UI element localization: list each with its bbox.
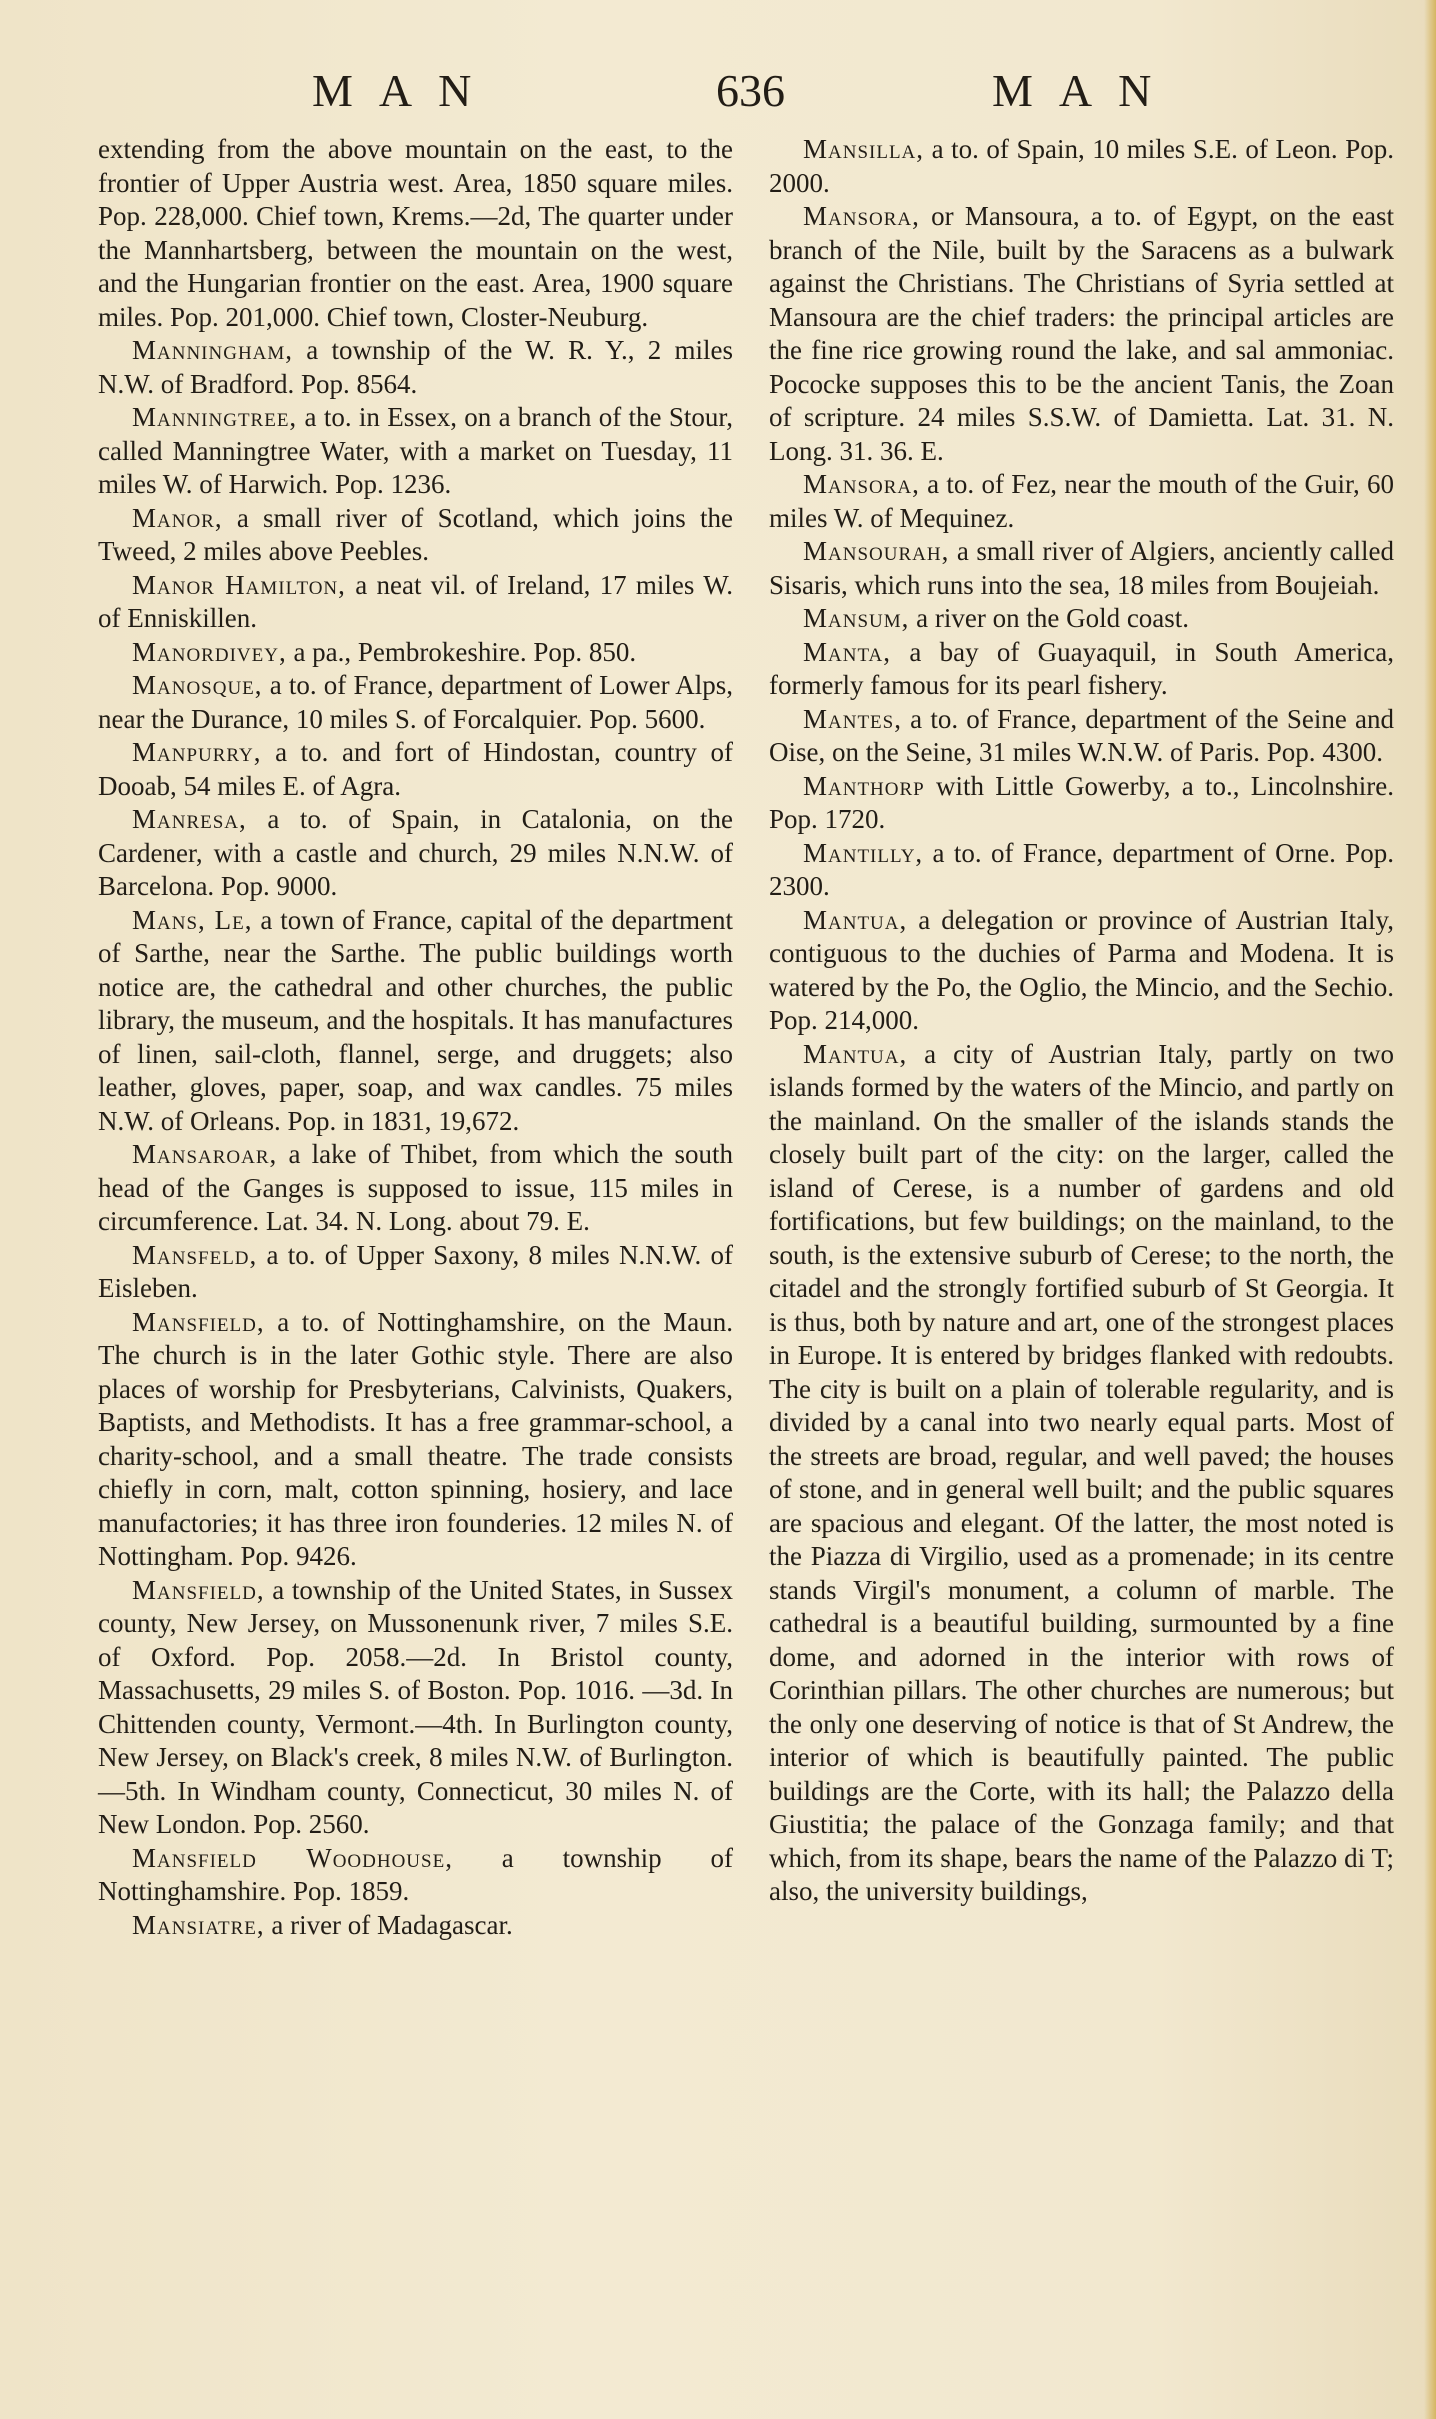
gazetteer-entry — [769, 200, 1394, 468]
entry-headword: Mansfield, — [132, 1306, 265, 1337]
entry-text: a township of the United States, in Sussex county, New Jersey, on Mussonenunk river, 7 miles S.E. of Oxford. Pop. 2058.—2d. In Bristol county, Massachusetts, 29 miles S. of Boston. Pop. 1016. —3d. In Chittenden county, Vermont.—4th. In Burlington county, New Jersey, on Black's creek, 8 miles N.W. of Burlington. —5th. In Windham county, Connecticut, 30 miles N. of New London. Pop. 2560. — [98, 1574, 733, 1839]
gazetteer-entry — [98, 636, 733, 670]
header-right-guide-word: MAN — [992, 65, 1178, 116]
entry-headword: Mantes, — [803, 703, 902, 734]
entry-headword: Manningtree, — [132, 402, 298, 432]
entry-text: a to. of Nottinghamshire, on the Maun. The church is in the later Gothic style. There are also places of worship for Presbyterians, Calvinists, Quakers, Baptists, and Methodists. It has a free grammar-school, a charity-school, and a small theatre. The trade consists chiefly in corn, malt, cotton spinning, hosiery, and lace manufactories; it has three iron founderies. 12 miles N. of Nottingham. Pop. 9426. — [98, 1306, 733, 1571]
entry-headword: Mansilla, — [803, 134, 925, 164]
right-column — [769, 133, 1394, 1909]
entry-text: extending from the above mountain on the east, to the frontier of Upper Austria west. Area, 1850 square miles. Pop. 228,000. Chief town, Krems.—2d, The quarter under the Mannhartsberg, between the mountain on the west, and the Hungarian frontier on the east. Area, 1900 square miles. Pop. 201,000. Chief town, Closter-Neuburg. — [98, 134, 733, 332]
entry-headword: Mansourah, — [803, 536, 950, 566]
entry-text: a to. in Essex, on a branch of the Stour, called Manningtree Water, with a market on Tuesday, 11 miles W. of Harwich. Pop. 1236. — [98, 402, 733, 499]
entry-text: a to. of France, department of Orne. Pop. 2300. — [769, 837, 1394, 901]
entry-text: a delegation or province of Austrian Italy, contiguous to the duchies of Parma and Modena. It is watered by the Po, the Oglio, the Mincio, and the Sechio. Pop. 214,000. — [769, 904, 1394, 1035]
gazetteer-entry — [769, 1038, 1394, 1909]
header-left-guide-word: MAN — [312, 65, 498, 116]
entry-headword: Mansum, — [803, 603, 910, 633]
entry-text: a river of Madagascar. — [264, 1909, 513, 1940]
gazetteer-entry — [98, 133, 733, 334]
gazetteer-entry — [769, 468, 1394, 535]
entry-text: a lake of Thibet, from which the south head of the Ganges is supposed to issue, 115 miles in circumference. Lat. 34. N. Long. about 79. E. — [98, 1139, 733, 1236]
gazetteer-entry — [98, 1842, 733, 1909]
gazetteer-entry — [769, 770, 1394, 837]
gazetteer-entry — [769, 636, 1394, 703]
gilt-page-edge — [1424, 0, 1436, 2419]
left-column — [98, 133, 733, 1942]
entry-headword: Mansfeld, — [132, 1239, 258, 1270]
page-number: 636 — [716, 65, 785, 116]
entry-text: with Little Gowerby, a to., Lincolnshire. Pop. 1720. — [769, 770, 1394, 834]
entry-headword: Mansora, — [803, 201, 920, 231]
gazetteer-entry — [98, 1138, 733, 1239]
entry-headword: Manor, — [132, 502, 223, 533]
entry-headword: Manthorp — [803, 770, 925, 801]
entry-text: a to. of Spain, 10 miles S.E. of Leon. Pop. 2000. — [769, 134, 1394, 198]
entry-text: a pa., Pembrokeshire. Pop. 850. — [286, 636, 637, 667]
gazetteer-entry — [98, 1239, 733, 1306]
entry-headword: Mantua, — [803, 1038, 908, 1069]
gazetteer-entry — [98, 736, 733, 803]
entry-text: a to. of Fez, near the mouth of the Guir, 60 miles W. of Mequinez. — [769, 469, 1394, 533]
gazetteer-entry — [98, 569, 733, 636]
entry-headword: Mansfield, — [132, 1574, 265, 1605]
entry-headword: Mantua, — [803, 904, 908, 935]
gazetteer-entry — [769, 133, 1394, 200]
entry-headword: Mansora, — [803, 469, 920, 499]
entry-headword: Mans, Le, — [132, 904, 253, 935]
gazetteer-entry — [98, 401, 733, 502]
entry-headword: Mansfield Woodhouse, — [132, 1842, 453, 1873]
entry-text: a township of Nottinghamshire. Pop. 1859. — [98, 1842, 734, 1906]
gazetteer-entry — [98, 1574, 733, 1842]
entry-text: or Mansoura, a to. of Egypt, on the east branch of the Nile, built by the Saracens as a bulwark against the Christians. The Christians of Syria settled at Mansoura are the chief traders: the principal articles are the fine rice growing round the lake, and sal ammoniac. Pococke supposes this to be the ancient Tanis, the Zoan of scripture. 24 miles S.S.W. of Damietta. Lat. 31. N. Long. 31. 36. E. — [769, 201, 1394, 466]
entry-text: a town of France, capital of the department of Sarthe, near the Sarthe. The public buildings worth notice are, the cathedral and other churches, the public library, the museum, and the hospitals. It has manufactures of linen, sail-cloth, flannel, serge, and druggets; also leather, gloves, paper, soap, and wax candles. 75 miles N.W. of Orleans. Pop. in 1831, 19,672. — [98, 904, 733, 1136]
gazetteer-entry — [98, 904, 733, 1139]
gazetteer-entry — [769, 904, 1394, 1038]
entry-text: a river on the Gold coast. — [909, 603, 1190, 633]
entry-text: a city of Austrian Italy, partly on two islands formed by the waters of the Mincio, and partly on the mainland. On the smaller of the islands stands the closely built part of the city: on the larger, called the island of Cerese, is a number of gardens and old fortifications, but few buildings; on the mainland, to the south, is the extensive suburb of Cerese; to the north, the citadel and the strongly fortified suburb of St Georgia. It is thus, both by nature and art, one of the strongest places in Europe. It is entered by bridges flanked with redoubts. The city is built on a plain of tolerable regularity, and is divided by a canal into two nearly equal parts. Most of the streets are broad, regular, and well paved; the houses of stone, and in general well built; and the public squares are spacious and elegant. Of the latter, the most noted is the Piazza di Virgilio, used as a promenade; in its centre stands Virgil's monument, a column of marble. The cathedral is a beautiful building, surmounted by a fine dome, and adorned in the interior with rows of Corinthian pillars. The other churches are numerous; but the only one deserving of notice is that of St Andrew, the interior of which is beautifully painted. The public buildings are the Corte, with its hall; the Palazzo della Giustitia; the palace of the Gonzaga family; and that which, from its shape, bears the name of the Palazzo di T; also, the university buildings, — [769, 1038, 1394, 1906]
gazetteer-entry — [769, 535, 1394, 602]
running-header — [0, 64, 1436, 134]
entry-text: a to. of France, department of Lower Alps, near the Durance, 10 miles S. of Forcalquier. Pop. 5600. — [98, 670, 733, 734]
gazetteer-entry — [769, 703, 1394, 770]
entry-headword: Manosque, — [132, 670, 263, 700]
entry-headword: Manpurry, — [132, 737, 262, 767]
gazetteer-entry — [98, 803, 733, 904]
gazetteer-entry — [98, 1909, 733, 1943]
entry-text: a small river of Algiers, anciently called Sisaris, which runs into the sea, 18 miles from Boujeiah. — [769, 536, 1394, 600]
entry-text: a township of the W. R. Y., 2 miles N.W. of Bradford. Pop. 8564. — [98, 335, 733, 399]
entry-text: a to. and fort of Hindostan, country of Dooab, 54 miles E. of Agra. — [98, 737, 733, 801]
gazetteer-entry — [98, 502, 733, 569]
entry-headword: Manor Hamilton, — [132, 569, 346, 600]
entry-headword: Mantilly, — [803, 837, 924, 868]
entry-text: a bay of Guayaquil, in South America, formerly famous for its pearl fishery. — [769, 636, 1394, 700]
entry-headword: Manta, — [803, 636, 892, 667]
entry-headword: Manningham, — [132, 335, 294, 365]
entry-text: a to. of Spain, in Catalonia, on the Cardener, with a castle and church, 29 miles N.N.W. of Barcelona. Pop. 9000. — [98, 804, 733, 901]
entry-text: a to. of France, department of the Seine and Oise, on the Seine, 31 miles W.N.W. of Paris. Pop. 4300. — [769, 703, 1394, 767]
entry-headword: Mansiatre, — [132, 1909, 265, 1940]
gazetteer-entry — [98, 669, 733, 736]
gazetteer-entry — [98, 334, 733, 401]
entry-headword: Manordivey, — [132, 636, 287, 667]
gazetteer-entry — [769, 837, 1394, 904]
entry-headword: Mansaroar, — [132, 1139, 278, 1169]
entry-text: a neat vil. of Ireland, 17 miles W. of Enniskillen. — [98, 569, 733, 633]
gazetteer-entry — [98, 1306, 733, 1574]
entry-text: a small river of Scotland, which joins the Tweed, 2 miles above Peebles. — [98, 502, 733, 566]
entry-headword: Manresa, — [132, 804, 247, 834]
entry-text: a to. of Upper Saxony, 8 miles N.N.W. of Eisleben. — [98, 1239, 733, 1303]
gazetteer-entry — [769, 602, 1394, 636]
